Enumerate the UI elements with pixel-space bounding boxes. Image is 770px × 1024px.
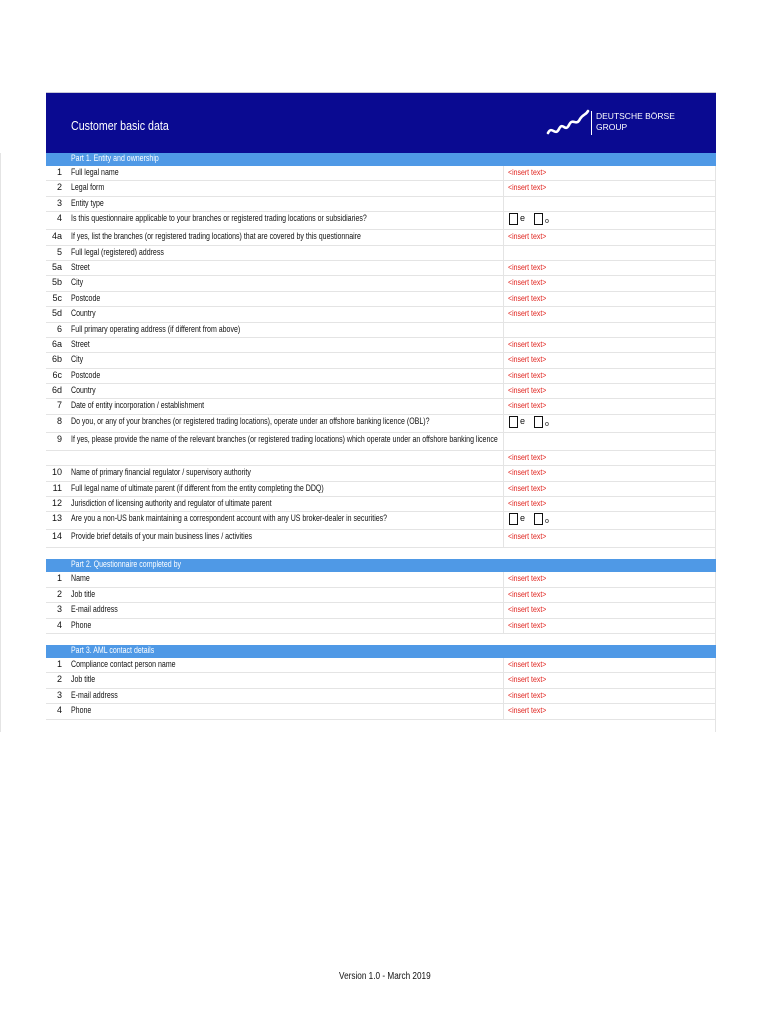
logo-text [596,111,675,133]
no-checkbox[interactable] [534,416,543,428]
logo-separator [591,111,592,135]
row-label: Full primary operating address (if different from above) [71,323,241,334]
row-label: Legal form [71,182,105,193]
row-label: Job title [71,674,96,685]
table-row [46,276,716,291]
row-label: Compliance contact person name [71,658,176,669]
answer-cell[interactable] [503,246,717,260]
table-row [46,482,716,497]
section-1-title: Part 1. Entity and ownership [71,153,159,163]
insert-text-placeholder[interactable]: <insert text> [508,231,547,242]
header-banner [46,92,716,154]
table-row [46,323,716,338]
row-label: Entity type [71,197,104,208]
insert-text-placeholder[interactable]: <insert text> [508,338,547,349]
customer-data-table [46,153,716,720]
table-row [46,572,716,587]
row-label: Do you, or any of your branches (or registered trading locations), operate under an offshore banking licence (OBL)? [71,415,430,426]
row-number: 6c [52,369,62,380]
yes-checkbox[interactable] [509,416,518,428]
table-row [46,181,716,196]
row-label: Name [71,573,90,584]
section-3-rows [46,658,716,720]
logo-line-1: DEUTSCHE BÖRSE [596,111,675,121]
yes-checkbox[interactable] [509,513,518,525]
table-row [46,530,716,548]
row-number: 2 [56,588,62,599]
row-label: Postcode [71,292,101,303]
insert-text-placeholder[interactable]: <insert text> [508,182,547,193]
row-number: 3 [56,604,62,615]
row-number: 6b [51,354,62,365]
page-title: Customer basic data [71,118,169,133]
row-label: Job title [71,588,96,599]
row-label: Date of entity incorporation / establishment [71,400,205,411]
table-row [46,673,716,688]
table-row [46,603,716,618]
table-row [46,292,716,307]
row-number: 1 [56,167,62,177]
row-label: Postcode [71,369,101,380]
row-number: 14 [51,531,62,542]
version-text: Version 1.0 - March 2019 [339,971,431,982]
answer-cell[interactable] [503,433,717,450]
insert-text-placeholder[interactable]: <insert text> [508,658,547,669]
table-row [46,246,716,261]
insert-text-placeholder[interactable]: <insert text> [508,385,547,396]
row-number: 13 [51,513,62,524]
table-row [46,166,716,181]
table-row [46,307,716,322]
row-number: 7 [56,400,62,411]
table-row [46,212,716,230]
row-label: Name of primary financial regulator / supervisory authority [71,467,251,478]
row-label: Street [71,261,90,272]
row-number: 12 [51,498,62,509]
table-row [46,384,716,399]
row-label: Phone [71,705,92,716]
row-label: Country [71,308,96,319]
insert-text-placeholder[interactable]: <insert text> [508,619,547,630]
row-number: 4a [51,231,62,242]
row-number: 1 [56,573,62,584]
row-label: Country [71,385,96,396]
insert-text-placeholder[interactable]: <insert text> [508,604,547,615]
row-number: 6d [51,385,62,396]
row-label: City [71,354,84,365]
table-row [46,353,716,368]
insert-text-placeholder[interactable]: <insert text> [508,277,547,288]
row-label: Street [71,338,90,349]
table-row [46,230,716,245]
row-number: 9 [56,433,62,444]
table-row [46,466,716,481]
checkbox-label: o [545,218,549,226]
insert-text-placeholder[interactable]: <insert text> [508,531,547,542]
row-label: City [71,277,84,288]
section-2-header [46,559,716,572]
table-row [46,415,716,433]
insert-text-placeholder[interactable]: <insert text> [508,451,547,462]
answer-cell[interactable] [503,197,717,211]
row-label: E-mail address [71,689,118,700]
footer [0,971,770,982]
insert-text-placeholder[interactable]: <insert text> [508,674,547,685]
insert-text-placeholder[interactable]: <insert text> [508,482,547,493]
deutsche-boerse-logo [546,109,676,141]
yes-checkbox[interactable] [509,213,518,225]
table-row [46,704,716,719]
row-label: Full legal name of ultimate parent (if different from the entity completing the DDQ) [71,482,324,493]
table-row [46,689,716,704]
section-2-title: Part 2. Questionnaire completed by [71,559,182,570]
insert-text-placeholder[interactable]: <insert text> [508,689,547,700]
row-label: Jurisdiction of licensing authority and regulator of ultimate parent [71,498,272,509]
insert-text-placeholder[interactable]: <insert text> [508,167,547,177]
row-label: Phone [71,619,92,630]
checkbox-label: e [520,513,526,524]
checkbox-label: o [545,420,549,428]
row-label: Full legal name [71,167,119,177]
row-label: If yes, list the branches (or registered trading locations) that are covered by this questionnaire [71,231,361,242]
section-2-rows [46,572,716,634]
row-label: Full legal (registered) address [71,246,164,257]
section-1-header [46,153,716,166]
checkbox-label: o [545,518,549,526]
logo-line-2: GROUP [596,122,628,132]
insert-text-placeholder[interactable]: <insert text> [508,467,547,478]
insert-text-placeholder[interactable]: <insert text> [508,292,547,303]
table-row [46,451,716,466]
row-number: 5b [51,277,62,288]
insert-text-placeholder[interactable]: <insert text> [508,705,547,716]
insert-text-placeholder[interactable]: <insert text> [508,369,547,380]
section-3-header [46,645,716,658]
insert-text-placeholder[interactable]: <insert text> [508,573,547,584]
row-number: 10 [51,467,62,478]
insert-text-placeholder[interactable]: <insert text> [508,400,547,411]
table-row [46,197,716,212]
row-number: 1 [56,658,62,669]
section-3-title: Part 3. AML contact details [71,644,155,655]
row-number: 5c [52,292,62,303]
row-number: 4 [56,213,62,224]
table-row [46,619,716,634]
no-checkbox[interactable] [534,513,543,525]
section-1-rows [46,166,716,548]
table-row [46,369,716,384]
row-number: 6a [51,338,62,349]
table-row [46,658,716,673]
table-row [46,261,716,276]
insert-text-placeholder[interactable]: <insert text> [508,498,547,509]
table-row [46,399,716,414]
row-label: E-mail address [71,604,118,615]
table-row [46,512,716,530]
row-number: 4 [56,619,62,630]
row-number: 3 [56,197,62,208]
insert-text-placeholder[interactable]: <insert text> [508,261,547,272]
insert-text-placeholder[interactable]: <insert text> [508,354,547,365]
insert-text-placeholder[interactable]: <insert text> [508,308,547,319]
insert-text-placeholder[interactable]: <insert text> [508,588,547,599]
row-number: 3 [56,689,62,700]
row-number: 5 [56,246,62,257]
row-number: 2 [56,674,62,685]
checkbox-label: e [520,213,526,224]
table-left-border [0,153,1,732]
table-row [46,433,716,451]
row-number: 5a [51,261,62,272]
row-number: 2 [56,182,62,193]
row-label: Are you a non-US bank maintaining a correspondent account with any US broker-dealer in securities? [71,513,388,524]
answer-cell[interactable] [503,323,717,337]
spacer [46,548,716,559]
row-label: Is this questionnaire applicable to your branches or registered trading locations or subsidiaries? [71,213,367,224]
row-number: 4 [56,705,62,716]
row-number: 6 [56,323,62,334]
spacer [46,634,716,645]
checkbox-label: e [520,415,526,426]
row-number: 11 [52,482,62,493]
table-row [46,338,716,353]
row-label: Provide brief details of your main business lines / activities [71,531,253,542]
wave-logo-icon [546,109,590,137]
table-row [46,497,716,512]
row-label: If yes, please provide the name of the relevant branches (or registered trading locations) which operate under an offshore banking licence [71,433,498,444]
no-checkbox[interactable] [534,213,543,225]
row-number: 8 [56,415,62,426]
table-row [46,588,716,603]
row-number: 5d [51,308,62,319]
